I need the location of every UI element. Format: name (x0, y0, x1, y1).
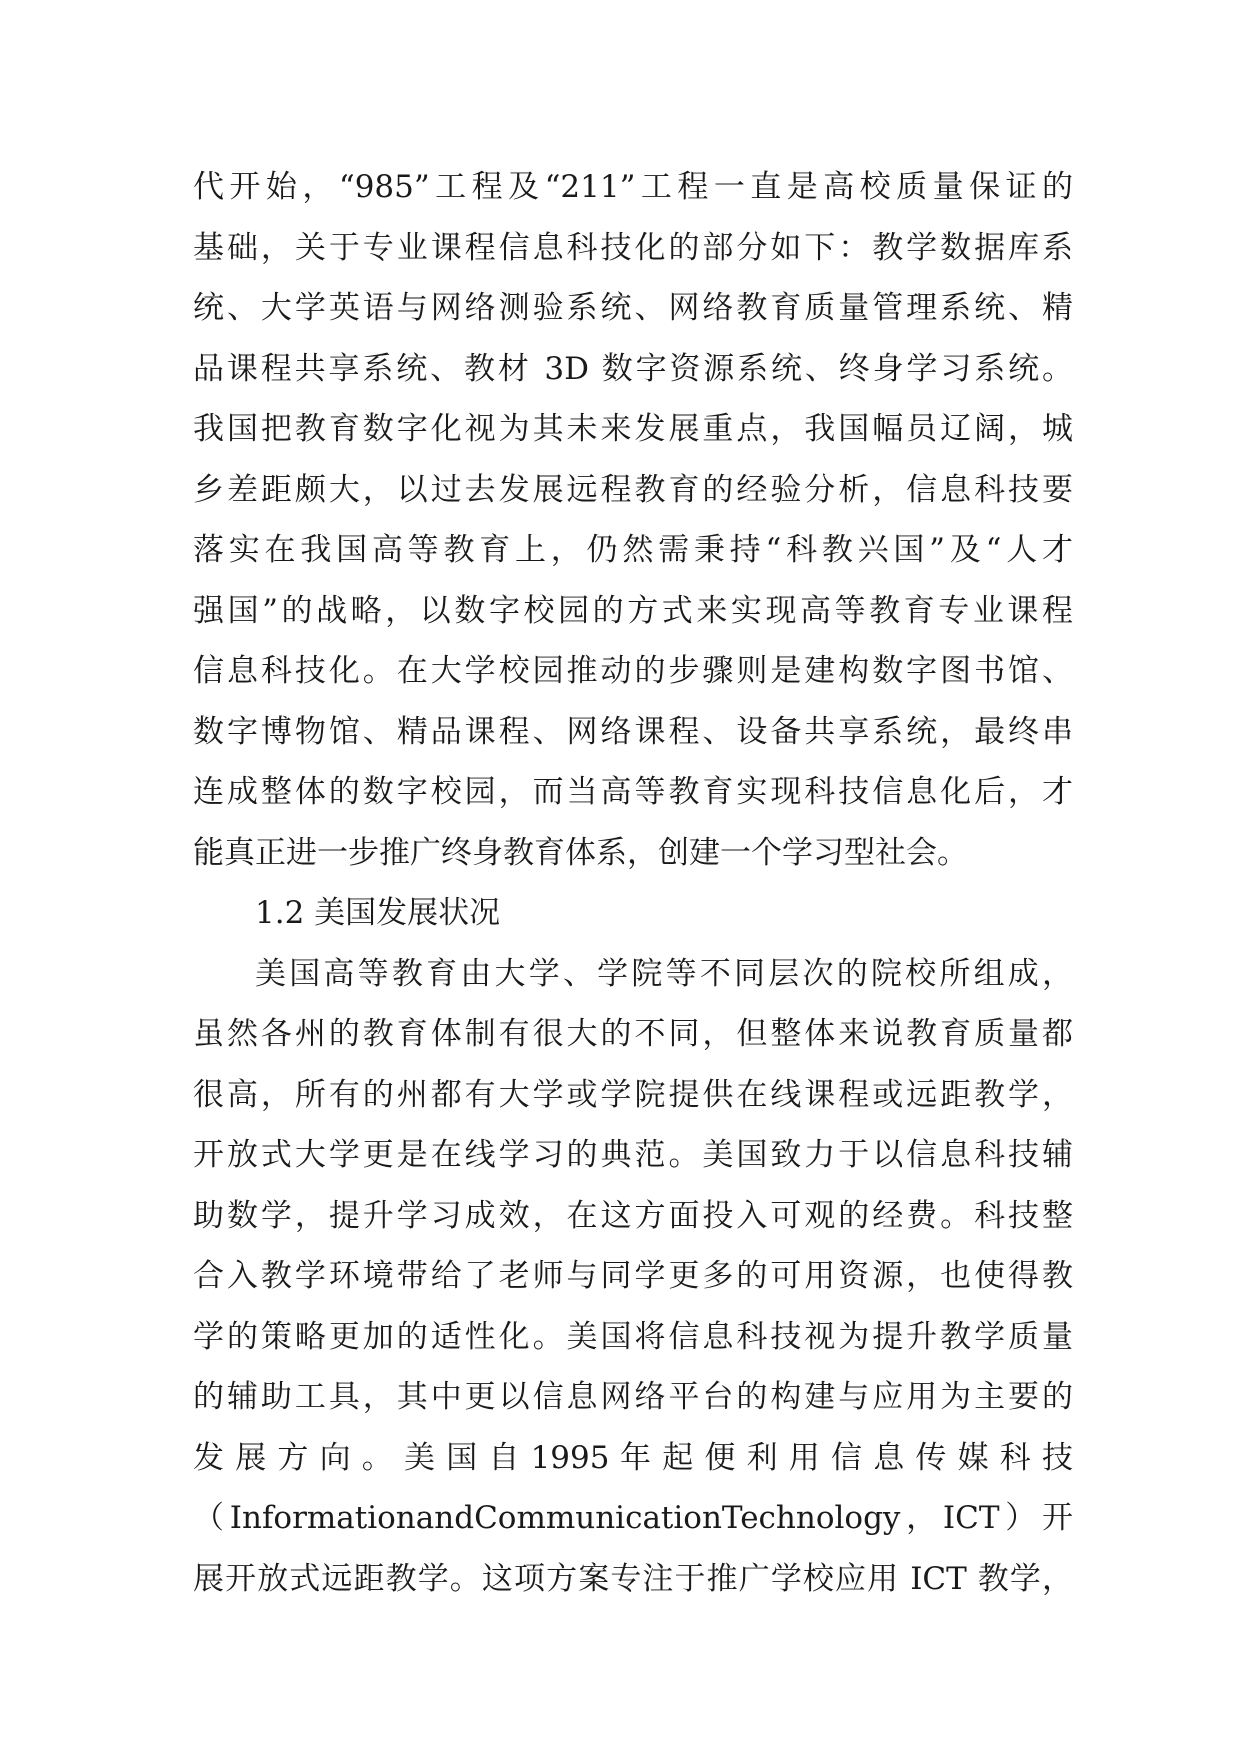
text-line: 落实在我国高等教育上，仍然需秉持“科教兴国”及“人才 (193, 532, 1073, 568)
text-line: 能真正进一步推广终身教育体系，创建一个学习型社会。 (193, 834, 968, 871)
text-line: 美国高等教育由大学、学院等不同层次的院校所组成， (255, 955, 1073, 992)
paragraph-1 (193, 157, 1073, 883)
text-line: 强国”的战略，以数字校园的方式来实现高等教育专业课程 (193, 592, 1073, 629)
text-line: 很高，所有的州都有大学或学院提供在线课程或远距教学， (193, 1076, 1073, 1113)
text-line: 信息科技化。在大学校园推动的步骤则是建构数字图书馆、 (193, 653, 1073, 689)
text-line: 展开放式远距教学。这项方案专注于推广学校应用 ICT 教学， (193, 1560, 1073, 1597)
text-line: 代开始，“985”工程及“211”工程一直是高校质量保证的 (193, 169, 1073, 205)
text-line: 助数学，提升学习成效，在这方面投入可观的经费。科技整 (193, 1197, 1073, 1234)
text-line: 数字博物馆、精品课程、网络课程、设备共享系统，最终串 (193, 713, 1073, 750)
text-line: 我国把教育数字化视为其未来发展重点，我国幅员辽阔，城 (193, 411, 1073, 447)
section-heading: 1.2 美国发展状况 (255, 895, 501, 931)
paragraph-2 (193, 944, 1073, 1610)
text-line: 基础，关于专业课程信息科技化的部分如下：教学数据库系 (193, 229, 1073, 266)
text-line: 学的策略更加的适性化。美国将信息科技视为提升教学质量 (193, 1318, 1073, 1355)
text-line: 开放式大学更是在线学习的典范。美国致力于以信息科技辅 (193, 1137, 1073, 1173)
text-line: 连成整体的数字校园，而当高等教育实现科技信息化后，才 (193, 774, 1073, 810)
body-text (193, 157, 1073, 1609)
text-line: 虽然各州的教育体制有很大的不同，但整体来说教育质量都 (193, 1016, 1073, 1052)
text-line: 合入教学环境带给了老师与同学更多的可用资源，也使得教 (193, 1258, 1073, 1294)
text-line: 的辅助工具，其中更以信息网络平台的构建与应用为主要的 (193, 1379, 1073, 1415)
text-line: 乡差距颇大，以过去发展远程教育的经验分析，信息科技要 (193, 471, 1073, 508)
text-line: 统、大学英语与网络测验系统、网络教育质量管理系统、精 (193, 290, 1073, 326)
text-line: 发 展 方 向 。 美 国 自 1995 年 起 便 利 用 信 息 传 媒 科 技 (193, 1439, 1073, 1476)
text-line: （InformationandCommunicationTechnology，ICT）开 (193, 1500, 1073, 1536)
text-line: 品课程共享系统、教材 3D 数字资源系统、终身学习系统。 (193, 350, 1073, 387)
